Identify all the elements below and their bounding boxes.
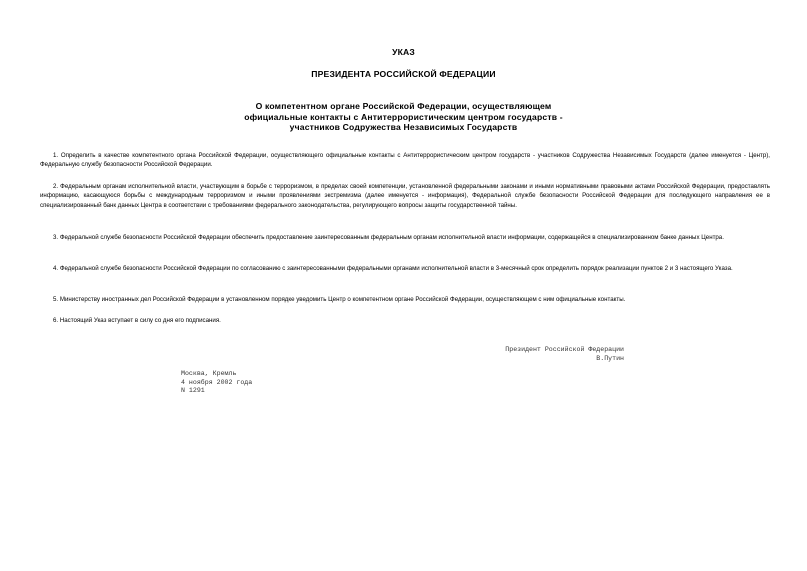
paragraph-3: 3. Федеральной службе безопасности Российской Федерации обеспечить предоставление заинтересованным федеральным органам исполнительной власти информации, содержащейся в специализированном банке данных Центра. bbox=[53, 234, 724, 241]
place-date-block bbox=[181, 370, 252, 396]
decree-subject-line: О компетентном органе Российской Федерации, осуществляющем bbox=[255, 101, 552, 111]
signature-name: В.Путин bbox=[596, 354, 624, 362]
paragraph-5: 5. Министерству иностранных дел Российской Федерации в установленном порядке уведомить Центр о компетентном органе Российской Федерации, осуществляющем с ним официальные контакты. bbox=[53, 296, 626, 303]
paragraph-2: 2. Федеральным органам исполнительной власти, участвующим в борьбе с терроризмом, в пределах своей компетенции, установленной федеральными законами и иными нормативными правовыми актами Российской Федерации, предоставлять информацию, касающуюся борьбы с международным терроризмом и иными проявлениями экстремизма (далее именуется - информация), Федеральной службе безопасности Российской Федерации для последующего направления ее в специализированный банк данных Центра в соответствии с требованиями федерального законодательства, регулирующего вопросы защиты государственной тайны. bbox=[40, 183, 770, 209]
decree-title: УКАЗ bbox=[392, 47, 415, 57]
decree-number: N 1291 bbox=[181, 387, 205, 395]
signature-title: Президент Российской Федерации bbox=[505, 346, 624, 353]
decree-subject-line: официальные контакты с Антитеррористическим центром государств - bbox=[244, 111, 563, 122]
signing-place: Москва, Кремль bbox=[181, 370, 237, 377]
decree-subject bbox=[0, 101, 807, 133]
paragraph-6: 6. Настоящий Указ вступает в силу со дня его подписания. bbox=[53, 317, 221, 324]
signature-block bbox=[420, 346, 624, 363]
signing-date: 4 ноября 2002 года bbox=[181, 378, 253, 386]
paragraph-1: 1. Определить в качестве компетентного органа Российской Федерации, осуществляющего официальные контакты с Антитеррористическим центром государств - участников Содружества Независимых Государств (далее именуется - Центр), Федеральную службу безопасности Российской Федерации. bbox=[40, 152, 770, 169]
decree-issuer: ПРЕЗИДЕНТА РОССИЙСКОЙ ФЕДЕРАЦИИ bbox=[311, 69, 496, 79]
decree-subject-line: участников Содружества Независимых Государств bbox=[289, 122, 518, 132]
paragraph-4: 4. Федеральной службе безопасности Российской Федерации по согласованию с заинтересованными федеральными органами исполнительной власти в 3-месячный срок определить порядок реализации пунктов 2 и 3 настоящего Указа. bbox=[53, 265, 733, 272]
